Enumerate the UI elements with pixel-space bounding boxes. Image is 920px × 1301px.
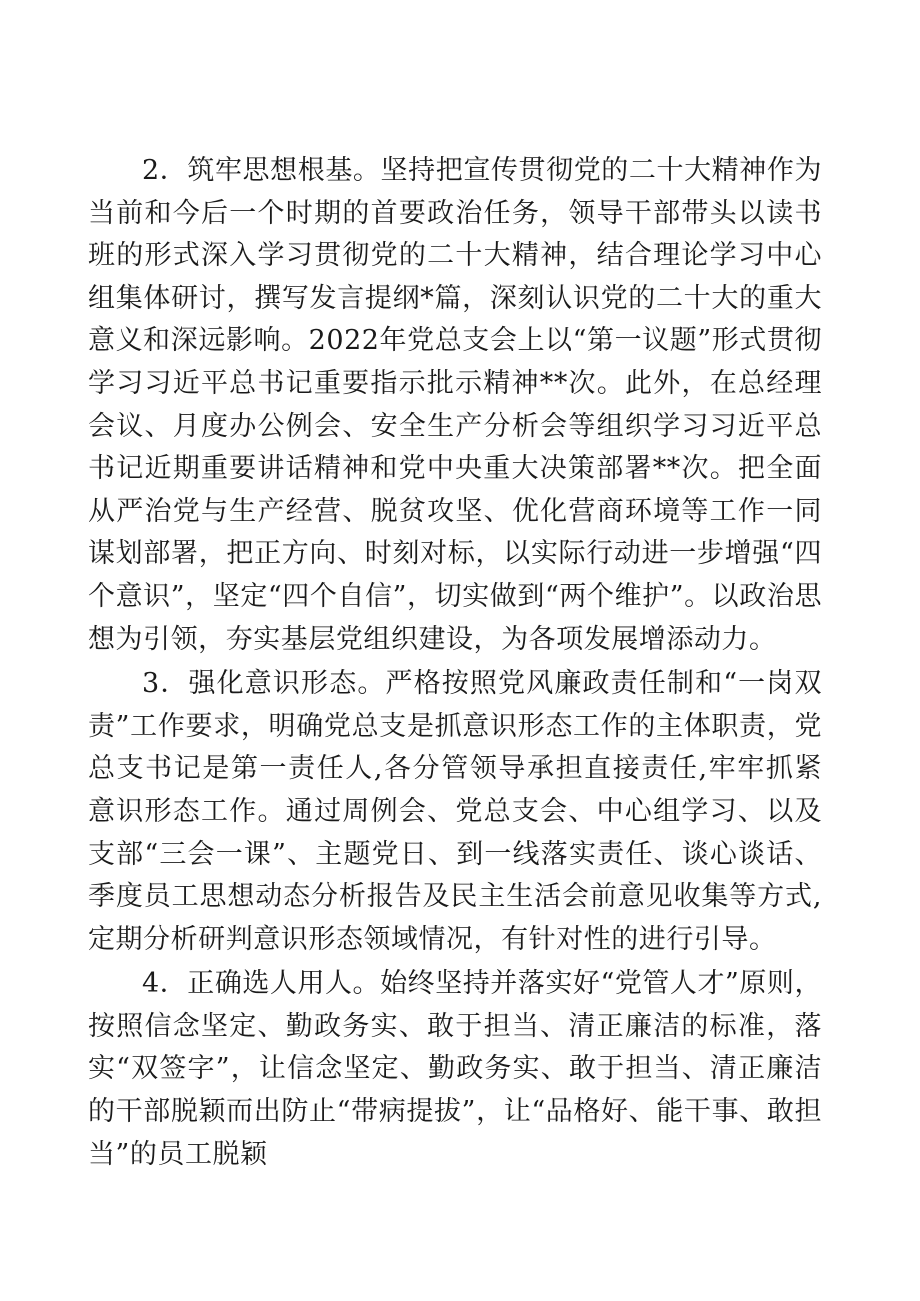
paragraph-2: 2．筑牢思想根基。坚持把宣传贯彻党的二十大精神作为当前和今后一个时期的首要政治任务，领导干部带头以读书班的形式深入学习贯彻党的二十大精神，结合理论学习中心组集体研讨，撰写发言提纲*篇，深刻认识党的二十大的重大意义和深远影响。2022年党总支会上以“第一议题”形式贯彻学习习近平总书记重要指示批示精神**次。此外，在总经理会议、月度办公例会、安全生产分析会等组织学习习近平总书记近期重要讲话精神和党中央重大决策部署**次。把全面从严治党与生产经营、脱贫攻坚、优化营商环境等工作一同谋划部署，把正方向、时刻对标，以实际行动进一步增强“四个意识”，坚定“四个自信”，切实做到“两个维护”。以政治思想为引领，夯实基层党组织建设，为各项发展增添动力。 <box>88 155 822 655</box>
paragraph-4: 4．正确选人用人。始终坚持并落实好“党管人才”原则，按照信念坚定、勤政务实、敢于担当、清正廉洁的标准，落实“双签字”，让信念坚定、勤政务实、敢于担当、清正廉洁的干部脱颖而出防止“带病提拔”，让“品格好、能干事、敢担当”的员工脱颖 <box>88 968 822 1170</box>
document-body <box>88 150 822 1176</box>
paragraph-3: 3．强化意识形态。严格按照党风廉政责任制和“一岗双责”工作要求，明确党总支是抓意识形态工作的主体职责，党总支书记是第一责任人,各分管领导承担直接责任,牢牢抓紧意识形态工作。通过周例会、党总支会、中心组学习、以及支部“三会一课”、主题党日、到一线落实责任、谈心谈话、季度员工思想动态分析报告及民主生活会前意见收集等方式,定期分析研判意识形态领域情况，有针对性的进行引导。 <box>88 668 822 955</box>
